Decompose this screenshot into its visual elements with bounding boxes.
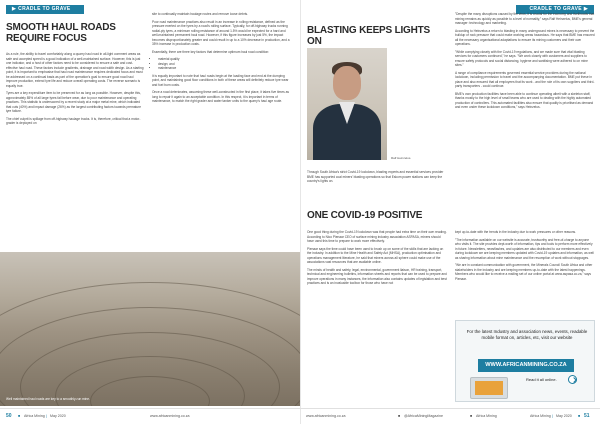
arrow-circle-icon[interactable]	[568, 375, 577, 384]
article-column	[152, 12, 292, 107]
website-link[interactable]: www.africanmining.co.za	[150, 414, 190, 418]
article-column	[455, 12, 595, 113]
paragraph: Tyres are a key expenditure item to be preserved for as long as possible. However, despite this, approximately 85% of all large tyres fail before wear, due to poor maintenance and operating practices. This statistic is underscored by a recent study at a major metal mine, which indicated that cuts (40%) and impact damage (26%) as the largest contributing factors towards premature tyre failure.	[6, 91, 142, 113]
article-headline: SMOOTH HAUL ROADS REQUIRE FOCUS	[6, 22, 116, 44]
separator-icon: |	[46, 414, 47, 418]
portrait-photo	[307, 48, 387, 160]
promo-url-link[interactable]: WWW.AFRICANMINING.CO.ZA	[478, 359, 574, 372]
website-link[interactable]: www.africanmining.co.za	[306, 414, 346, 418]
separator-icon: ■	[18, 414, 21, 418]
paragraph: Once a road deteriorates, assuming these well-constructed in the first place, it takes five times as long to repair it again to an acceptable condition. In this respect, it is important in terms of maintenance, to match the right grader and water tanker units to the quarry's haul age route.	[152, 90, 289, 103]
paragraph: Pienaar says the time could have been used to brush up on some of the skills that are lacking on the industry. In addition to the Mine Health and Safety Act (MHSA), production optimisation and operations management literature, he said that miners across all sphere could make use of the associations vast resources that are available online.	[307, 246, 444, 264]
chevron-right-icon: ▶	[12, 6, 17, 12]
list-item: • material quality	[158, 57, 292, 62]
facebook-icon: ■	[398, 414, 401, 418]
article-headline: BLASTING KEEPS LIGHTS ON	[307, 25, 431, 47]
right-page	[300, 0, 600, 424]
article-headline: ONE COVID-19 POSITIVE	[307, 210, 423, 221]
paragraph: The minds of health and safety, legal, environmental, government liaison, HR training, transport, technical and engineering bulletins, information sheets and reports that can be used to prepare and improve operations in many instances, the information also contains updates of legislation and best practices and is an invaluable toolbox for those who have not	[307, 267, 447, 285]
article-column	[307, 230, 447, 289]
paragraph: One good thing during the Covid-19 lockdown was that people had extra time on their own reading. According to Nico Pienaar CEO of surface mining industry association ASPASA, miners should have used this time to prepare to work more effectively.	[307, 230, 447, 243]
magazine-name: Africa Mining	[530, 414, 551, 418]
magazine-name: Africa Mining	[24, 414, 45, 418]
article-column	[455, 230, 595, 284]
linkedin-icon: ■	[470, 414, 473, 418]
paragraph: "We are in constant communication with government, the Minerals Council South Africa and other stakeholders in the industry and are keeping members up-to-date with the latest happenings. Members who would like to receive a mailing set of our online portal at www.aspasa.co.za," says Pienaar.	[455, 263, 593, 281]
promo-cta-text[interactable]: Read it all online.	[526, 377, 557, 382]
issue-date: May 2020	[556, 414, 572, 418]
paragraph: Poor road maintenance practices also result in an increase in rolling resistance, defined as the pressure exerted on the tyres by a road's rolling surface. Typically, for off-highway trucks running radial-ply tyres, a minimum rolling resistance of around 1.5% would be expected for a hard and well-maintained permanent haul road. However, if this figure increases by just 5%, the impact becomes disproportionately greater and could result in up to a 10% decrease in production, and a 35% increase in production costs.	[152, 19, 290, 46]
chevron-right-icon: ▶	[583, 6, 588, 12]
photo-caption: Well maintained haul roads are key to a smoothly-run mine.	[6, 397, 90, 401]
page-number: 50	[6, 413, 12, 419]
issue-date: May 2020	[50, 414, 66, 418]
paragraph: A range of compliance requirements governed essential service providers during the national lockdown, including permission to travel and the accompanying documentation. BME put these in place and also ensured that all employees that its work - and the role of its own suppliers and third-party transporters - could continue.	[455, 70, 595, 88]
paragraph: "While complying closely with the Covid-19 regulations, and we made sure that vital blasting services for customers continued," he says. "We work closely with customers and suppliers to ensure safety protocols and social distancing, hygiene and sanitising were adhered to on mine sites."	[455, 49, 588, 67]
social-handle[interactable]: Africa Mining	[476, 414, 497, 418]
factor-list	[158, 57, 292, 71]
paragraph: According to Heinzelus a return to blasting in many underground mines is necessary to prevent the buildup of rock pressure that could make working areas hazardous. He says that BME has ensured all the necessary organisational adaptations to ensure its mining customers and their own operations.	[455, 28, 595, 46]
list-item: • maintenance	[158, 66, 292, 71]
paragraph: "The information available on our website is accurate, trustworthy and free-of-charge to anyone who visits it. The site provides dept-worth of information, tips and tools to perform more effectively in future. Newsletters, newsflashes, and updates are also distributed to our members and even during lockdown we are keeping members updated with Covid-19 updates and information, as well as sharing information about mine maintenance and the resumption of work without stoppages.	[455, 237, 594, 260]
paragraph: It is equally important to note that haul roads begin at the loading face and end at the dumping point, and maintaining good floor conditions in both of these areas will definitely reduce tyre wear and fuel burn costs.	[152, 73, 289, 87]
tablet-icon	[470, 377, 508, 399]
article-intro	[307, 170, 447, 187]
paragraph: "Despite the many disruptions caused by the virus, it is crucial for the economy and livelihoods that mining remains as quickly as possible to a level of normality," says Ralf Heinzelus, BME's general manager: technology and marketing.	[455, 12, 595, 25]
paragraph: site to continually maintain haulage routes and remove loose debris.	[152, 12, 249, 16]
list-item: • design; and	[158, 62, 292, 67]
portrait-caption: Ralf Heinzelus.	[391, 156, 412, 160]
separator-icon: ■	[578, 414, 581, 418]
article-column	[6, 52, 144, 129]
section-tag-label: CRADLE TO GRAVE	[529, 6, 582, 12]
paragraph: As a rule, the ability to travel comfortably along a quarry haul road in all-light comment areas as safe and accepted speed is a good indication of a well-maintained surface. However, this is just one indicator, and a host of other factors need to be considered to ensure a safe and cost-effective haul road. These factors include gradients, drainage and road width design. As a starting point, it is important to emphasise that haul road maintenance requires dedicated focus and must be addressed on a continual basis as part of the operation's goal to ensure good road haul improve production, extend tyre life and reduce overall operating costs. The reverse scenario is equally true.	[6, 52, 144, 88]
page-footer	[0, 408, 600, 424]
website-promo-box[interactable]	[455, 320, 595, 402]
paragraph: Essentially, there are three key factors that determine optimum haul road condition:	[152, 49, 270, 54]
separator-icon: |	[552, 414, 553, 418]
social-handle[interactable]: @AfricaMiningMagazine	[404, 414, 444, 418]
page-number: 51	[584, 413, 590, 419]
paragraph: The chief culprit is spillage from off-highway haulage trucks. It is, therefore, critical that a motor-grader is deployed on	[6, 116, 141, 125]
section-tag	[6, 5, 84, 14]
section-tag-label: CRADLE TO GRAVE	[18, 6, 71, 12]
paragraph: Through South Africa's strict Covid-19 lockdown, blasting experts and essential services provider BME has supported coal miners' blasting operations so that Eskom power stations can keep the country's lights on.	[307, 170, 444, 183]
promo-text: For the latest Industry and association news, events, readable mobile format on, articles, etc, visit our website	[466, 329, 588, 340]
paragraph: BME's own production facilities have been able to continue operating albeit with a skeleton staff, thanks mostly to the high level of small teams who are used to dealing with the highly automated production of controllers. This automated facilities also ensure that quality is prioritised as demand and even under these lockdown conditions," says Heinzelus.	[455, 91, 594, 109]
paragraph: kept up-to-date with the trends in the industry due to work pressures or other reasons.	[455, 230, 577, 234]
open-pit-mine-photo	[0, 252, 300, 406]
